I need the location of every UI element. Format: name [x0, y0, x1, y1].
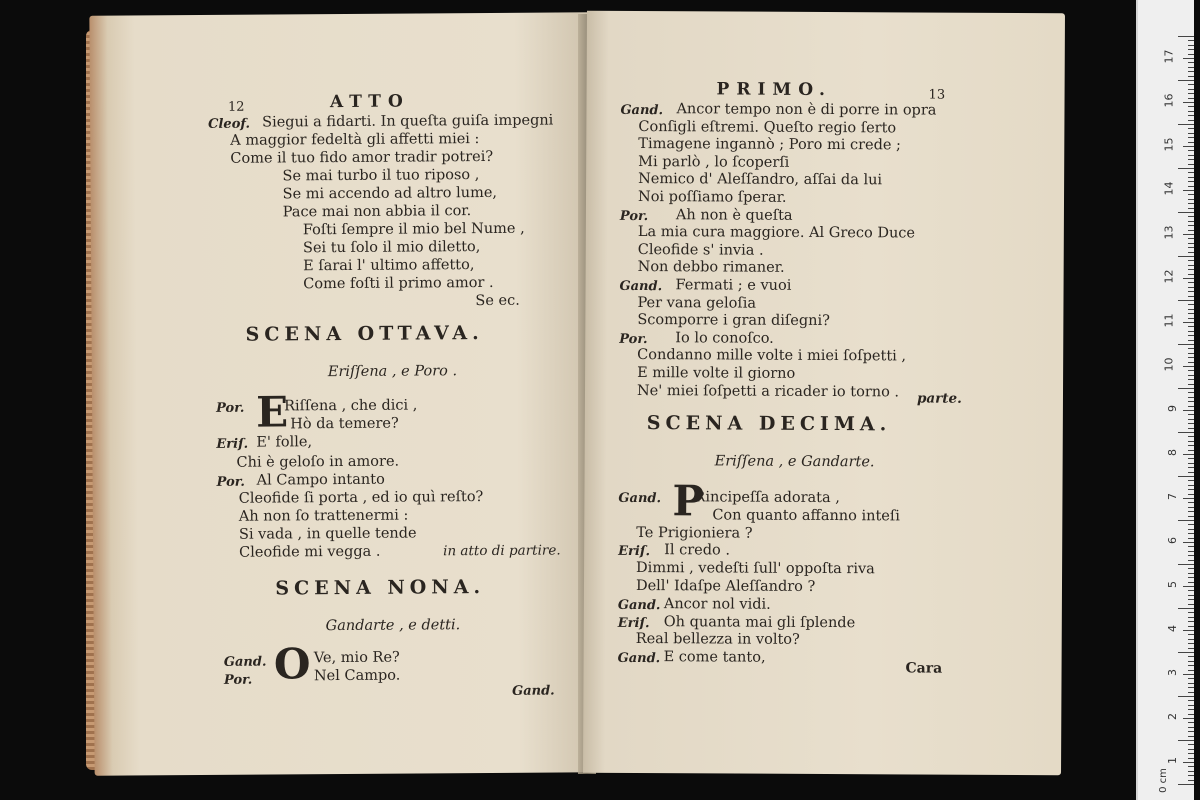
- speaker: Gand.: [620, 102, 664, 119]
- ruler-tick: [1188, 71, 1194, 72]
- ruler-tick: [1188, 84, 1194, 85]
- ruler-tick: [1188, 120, 1194, 121]
- ruler-number: 2: [1166, 713, 1179, 720]
- ruler-tick: [1188, 260, 1194, 261]
- ruler-tick: [1188, 67, 1194, 68]
- ruler-tick: [1188, 238, 1194, 239]
- ruler-tick: [1188, 181, 1194, 182]
- ruler-tick: [1188, 208, 1194, 209]
- verse-line: Dell' Idaſpe Aleſſandro ?: [635, 578, 816, 595]
- ruler-number: 3: [1166, 669, 1179, 676]
- verse-line: E come tanto,: [663, 649, 766, 666]
- verse-line: Hò da temere?: [290, 415, 399, 433]
- ruler-tick: [1188, 577, 1194, 578]
- ruler-tick: [1188, 274, 1194, 275]
- ruler-number: 14: [1162, 181, 1176, 196]
- ruler-tick: [1188, 265, 1194, 266]
- ruler-tick: [1188, 133, 1194, 134]
- ruler-tick: [1188, 771, 1194, 772]
- ruler-tick: [1188, 661, 1194, 662]
- speaker: Por.: [619, 331, 648, 347]
- verse-line: Al Campo intanto: [256, 471, 385, 489]
- ruler-tick: [1188, 744, 1194, 745]
- ruler-tick: [1188, 247, 1194, 248]
- ruler-tick: [1188, 612, 1194, 613]
- ruler-number: 7: [1166, 493, 1179, 500]
- ruler-tick: [1188, 340, 1194, 341]
- ruler-tick: [1188, 617, 1194, 618]
- ruler-tick: [1188, 780, 1194, 781]
- ruler-tick: [1188, 678, 1194, 679]
- ruler-tick: [1188, 551, 1194, 552]
- verse-line: Siegui a fidarti. In queſta guiſa impegni: [262, 112, 554, 131]
- ruler-tick: [1188, 665, 1194, 666]
- ruler-tick: [1188, 150, 1194, 151]
- ruler-tick: [1188, 186, 1194, 187]
- ruler-tick: [1188, 758, 1194, 759]
- ruler-unit: 0 cm: [1158, 768, 1170, 793]
- ruler-tick: [1183, 322, 1194, 323]
- aria-line: Sei tu ſolo il mio diletto,: [302, 239, 481, 257]
- verse-line: E mille volte il giorno: [637, 365, 796, 382]
- verse-line: Fermati ; e vuoi: [675, 277, 792, 294]
- aria-line: Se mi accendo ad altro lume,: [282, 184, 498, 203]
- ruler-tick: [1178, 124, 1194, 125]
- verse-line: A maggior fedeltà gli affetti miei :: [230, 131, 480, 149]
- ruler-tick: [1178, 652, 1194, 653]
- ruler-tick: [1188, 401, 1194, 402]
- ruler-tick: [1188, 731, 1194, 732]
- drop-cap: E: [255, 387, 289, 437]
- ruler-tick: [1188, 687, 1194, 688]
- ruler-tick: [1188, 502, 1194, 503]
- ruler-tick: [1188, 683, 1194, 684]
- ruler-tick: [1178, 36, 1194, 37]
- ruler-tick: [1188, 177, 1194, 178]
- ruler-tick: [1188, 749, 1194, 750]
- ruler-number: 4: [1166, 625, 1179, 632]
- ruler-tick: [1178, 80, 1194, 81]
- ruler-tick: [1188, 375, 1194, 376]
- verse-line: Ve, mio Re?: [313, 649, 400, 667]
- ruler-tick: [1188, 362, 1194, 363]
- ruler-tick: [1188, 511, 1194, 512]
- ruler-tick: [1188, 700, 1194, 701]
- ruler-tick: [1183, 630, 1194, 631]
- ruler-tick: [1178, 740, 1194, 741]
- ruler-tick: [1178, 300, 1194, 301]
- drop-cap: P: [672, 476, 705, 526]
- ruler-number: 5: [1166, 581, 1179, 588]
- verse-line: Nemico d' Aleſſandro, aſſai da lui: [638, 171, 883, 189]
- ruler-number: 17: [1162, 49, 1176, 64]
- ruler-tick: [1183, 234, 1194, 235]
- ruler-tick: [1188, 494, 1194, 495]
- speaker: Gand.: [617, 651, 661, 667]
- ruler-tick: [1188, 137, 1194, 138]
- ruler-tick: [1188, 353, 1194, 354]
- ruler-tick: [1188, 128, 1194, 129]
- ruler-tick: [1178, 432, 1194, 433]
- verse-line: Mi parlò , lo ſcoperſi: [638, 153, 790, 171]
- ruler-tick: [1188, 419, 1194, 420]
- verse-line: Per vana geloſia: [637, 294, 757, 312]
- ruler-tick: [1188, 604, 1194, 605]
- ruler-tick: [1188, 489, 1194, 490]
- verse-line: Scomporre i gran diſegni?: [637, 312, 830, 330]
- ruler-tick: [1188, 590, 1194, 591]
- page-number: 12: [227, 99, 245, 115]
- ruler-tick: [1183, 278, 1194, 279]
- ruler-tick: [1188, 516, 1194, 517]
- aria-line: E ſarai l' ultimo affetto,: [303, 257, 475, 275]
- ruler-tick: [1183, 762, 1194, 763]
- ruler-tick: [1188, 221, 1194, 222]
- ruler-tick: [1188, 172, 1194, 173]
- verse-line: Ancor tempo non è di porre in opra: [676, 101, 937, 119]
- ruler-tick: [1188, 155, 1194, 156]
- ruler-number: 12: [1162, 269, 1176, 284]
- speaker: Por.: [619, 208, 649, 224]
- speaker: Eriſ.: [617, 615, 650, 631]
- ruler-tick: [1188, 54, 1194, 55]
- speaker: Por.: [223, 672, 253, 688]
- verse-line: Ah non ſo trattenermi :: [238, 507, 409, 525]
- ruler-tick: [1188, 296, 1194, 297]
- ruler-tick: [1188, 709, 1194, 710]
- ruler-tick: [1188, 199, 1194, 200]
- verse-line: Rincipeſſa adorata ,: [694, 489, 840, 507]
- aria-line: Come foſti il primo amor .: [303, 274, 494, 293]
- verse-line: Conſigli eſtremi. Queſto regio ſerto: [638, 118, 897, 136]
- ruler-tick: [1188, 115, 1194, 116]
- ruler-tick: [1188, 159, 1194, 160]
- verse-line: Con quanto affanno inteſi: [712, 507, 900, 525]
- left-page: [89, 12, 594, 775]
- ruler-tick: [1188, 436, 1194, 437]
- verse-line: Real bellezza in volto?: [635, 631, 800, 649]
- speaker: Gand.: [223, 654, 267, 670]
- page-number: 13: [928, 87, 946, 103]
- ruler-number: 11: [1162, 313, 1176, 328]
- ruler-tick: [1188, 269, 1194, 270]
- ruler-tick: [1188, 533, 1194, 534]
- stage-direction: in atto di partire.: [443, 542, 561, 560]
- ruler-tick: [1188, 463, 1194, 464]
- ruler-tick: [1188, 304, 1194, 305]
- ruler-tick: [1188, 595, 1194, 596]
- scene-characters: Gandarte , e detti.: [325, 617, 461, 635]
- ruler-tick: [1188, 450, 1194, 451]
- ruler-tick: [1178, 784, 1194, 785]
- ruler-tick: [1188, 692, 1194, 693]
- speaker: Eriſ.: [618, 544, 651, 560]
- ruler-tick: [1188, 62, 1194, 63]
- ruler-number: 6: [1166, 537, 1179, 544]
- ruler-tick: [1183, 718, 1194, 719]
- ruler-tick: [1188, 93, 1194, 94]
- speaker: Cleof.: [208, 116, 251, 132]
- speaker: Por.: [216, 400, 245, 416]
- ruler-tick: [1188, 538, 1194, 539]
- ruler-tick: [1188, 318, 1194, 319]
- ruler-tick: [1183, 410, 1194, 411]
- ruler-tick: [1188, 76, 1194, 77]
- ruler-tick: [1183, 674, 1194, 675]
- ruler-tick: [1183, 190, 1194, 191]
- ruler-tick: [1188, 287, 1194, 288]
- ruler-tick: [1183, 586, 1194, 587]
- verse-line: Ah non è queſta: [675, 206, 793, 224]
- ruler-tick: [1188, 98, 1194, 99]
- ruler-tick: [1188, 89, 1194, 90]
- ruler-tick: [1188, 529, 1194, 530]
- exit-direction: parte.: [916, 390, 962, 407]
- verse-line: Si vada , in quelle tende: [238, 525, 417, 543]
- ruler-tick: [1188, 111, 1194, 112]
- ruler-tick: [1183, 366, 1194, 367]
- ruler-tick: [1188, 458, 1194, 459]
- ruler-tick: [1188, 335, 1194, 336]
- scene-title: SCENA NONA.: [275, 576, 486, 600]
- verse-line: Riſſena , che dici ,: [284, 397, 418, 415]
- verse-line: Io lo conoſco.: [675, 330, 774, 347]
- ruler-tick: [1188, 40, 1194, 41]
- ruler-number: 1: [1166, 757, 1179, 764]
- ruler-number: 9: [1166, 405, 1179, 412]
- verse-line: Cleofide mi vegga .: [239, 543, 381, 561]
- verse-line: Dimmi , vedeſti ſull' oppoſta riva: [636, 560, 875, 578]
- ruler-tick: [1188, 441, 1194, 442]
- verse-line: Chi è geloſo in amore.: [236, 453, 400, 471]
- ruler-tick: [1188, 524, 1194, 525]
- verse-line: Condanno mille volte i miei ſoſpetti ,: [637, 347, 907, 365]
- ruler-tick: [1188, 243, 1194, 244]
- ruler-tick: [1188, 428, 1194, 429]
- ruler-tick: [1188, 573, 1194, 574]
- scene-title: SCENA DECIMA.: [646, 412, 892, 436]
- ruler-tick: [1188, 164, 1194, 165]
- running-head: PRIMO.: [716, 79, 833, 101]
- ruler-tick: [1188, 485, 1194, 486]
- ruler-tick: [1188, 370, 1194, 371]
- ruler-tick: [1188, 507, 1194, 508]
- ruler-tick: [1188, 282, 1194, 283]
- ruler-tick: [1178, 388, 1194, 389]
- ruler-tick: [1178, 344, 1194, 345]
- ruler-tick: [1178, 256, 1194, 257]
- aria-line: Se mai turbo il tuo riposo ,: [282, 167, 480, 185]
- ruler-tick: [1188, 648, 1194, 649]
- ruler-tick: [1188, 480, 1194, 481]
- catchword: Gand.: [512, 683, 555, 699]
- verse-line: E' folle,: [256, 434, 313, 451]
- ruler-tick: [1188, 599, 1194, 600]
- ruler-tick: [1183, 454, 1194, 455]
- ruler-number: 10: [1162, 357, 1176, 372]
- ruler-tick: [1188, 423, 1194, 424]
- ruler-tick: [1188, 216, 1194, 217]
- ruler-tick: [1188, 472, 1194, 473]
- ruler-tick: [1178, 608, 1194, 609]
- ruler-tick: [1178, 520, 1194, 521]
- ruler-tick: [1188, 252, 1194, 253]
- ruler-tick: [1183, 146, 1194, 147]
- verse-line: Noi poſſiamo ſperar.: [637, 189, 787, 206]
- ruler-tick: [1188, 656, 1194, 657]
- ruler-tick: [1188, 45, 1194, 46]
- ruler-tick: [1188, 555, 1194, 556]
- ruler-tick: [1183, 58, 1194, 59]
- ruler-tick: [1188, 203, 1194, 204]
- ruler-tick: [1183, 498, 1194, 499]
- ruler-number: 16: [1162, 93, 1176, 108]
- verse-line: Timagene ingannò ; Poro mi crede ;: [638, 136, 902, 154]
- verse-line: Cleofide ſi porta , ed io quì reſto?: [238, 489, 484, 507]
- scene-characters: Eriſſena , e Poro .: [327, 363, 458, 381]
- ruler-tick: [1188, 634, 1194, 635]
- ruler-tick: [1188, 670, 1194, 671]
- aria-line: Foſti ſempre il mio bel Nume ,: [302, 220, 525, 239]
- verse-line: Oh quanta mai gli ſplende: [663, 613, 856, 631]
- ruler-tick: [1188, 753, 1194, 754]
- ruler-tick: [1188, 546, 1194, 547]
- ruler-tick: [1188, 106, 1194, 107]
- ruler-number: 15: [1162, 137, 1176, 152]
- ruler-tick: [1188, 357, 1194, 358]
- ruler-tick: [1188, 626, 1194, 627]
- ruler-tick: [1188, 705, 1194, 706]
- ruler-tick: [1188, 326, 1194, 327]
- ruler-tick: [1188, 225, 1194, 226]
- speaker: Por.: [216, 474, 245, 490]
- speaker: Gand.: [618, 490, 662, 507]
- right-page: [583, 11, 1065, 775]
- catchword: Cara: [905, 660, 943, 677]
- se-ec: Se ec.: [475, 292, 520, 310]
- ruler-tick: [1188, 714, 1194, 715]
- scene-title: SCENA OTTAVA.: [245, 322, 484, 346]
- verse-line: Te Prigioniera ?: [636, 524, 753, 542]
- ruler-tick: [1188, 392, 1194, 393]
- ruler-tick: [1188, 49, 1194, 50]
- ruler-tick: [1188, 727, 1194, 728]
- speaker: Gand.: [617, 597, 661, 613]
- ruler-tick: [1188, 406, 1194, 407]
- ruler-tick: [1188, 397, 1194, 398]
- ruler-tick: [1188, 560, 1194, 561]
- aria-line: Pace mai non abbia il cor.: [282, 203, 472, 221]
- ruler-tick: [1188, 379, 1194, 380]
- ruler-tick: [1188, 309, 1194, 310]
- ruler-tick: [1178, 476, 1194, 477]
- verse-line: Come il tuo fido amor tradir potrei?: [230, 148, 494, 167]
- ruler-tick: [1188, 313, 1194, 314]
- ruler-tick: [1188, 348, 1194, 349]
- verse-line: Ne' miei ſoſpetti a ricader io torno .: [636, 382, 900, 400]
- ruler-tick: [1188, 568, 1194, 569]
- ruler-tick: [1188, 643, 1194, 644]
- ruler-tick: [1188, 621, 1194, 622]
- ruler-tick: [1188, 722, 1194, 723]
- ruler-tick: [1183, 102, 1194, 103]
- ruler-tick: [1188, 291, 1194, 292]
- running-head: ATTO: [329, 91, 410, 113]
- measuring-ruler: [1136, 0, 1194, 800]
- verse-line: Ancor nol vidi.: [663, 595, 771, 613]
- verse-line: Nel Campo.: [313, 667, 401, 685]
- ruler-tick: [1188, 582, 1194, 583]
- ruler-tick: [1178, 564, 1194, 565]
- drop-cap: O: [273, 639, 311, 689]
- ruler-number: 8: [1166, 449, 1179, 456]
- speaker: Gand.: [619, 278, 663, 295]
- ruler-tick: [1188, 230, 1194, 231]
- verse-line: Non debbo rimaner.: [637, 259, 785, 277]
- verse-line: La mia cura maggiore. Al Greco Duce: [637, 224, 916, 242]
- verse-line: Cleofide s' invia .: [637, 241, 764, 259]
- ruler-tick: [1188, 736, 1194, 737]
- ruler-tick: [1188, 766, 1194, 767]
- ruler-tick: [1183, 542, 1194, 543]
- ruler-tick: [1188, 639, 1194, 640]
- speaker: Eriſ.: [216, 436, 249, 452]
- ruler-tick: [1178, 168, 1194, 169]
- ruler-tick: [1188, 414, 1194, 415]
- ruler-tick: [1188, 775, 1194, 776]
- ruler-tick: [1188, 445, 1194, 446]
- ruler-tick: [1188, 467, 1194, 468]
- ruler-tick: [1188, 384, 1194, 385]
- ruler-tick: [1188, 142, 1194, 143]
- ruler-tick: [1188, 331, 1194, 332]
- ruler-number: 13: [1162, 225, 1176, 240]
- ruler-tick: [1178, 696, 1194, 697]
- scene-characters: Eriſſena , e Gandarte.: [714, 453, 875, 471]
- verse-line: Il credo .: [664, 542, 731, 559]
- ruler-tick: [1178, 212, 1194, 213]
- ruler-tick: [1188, 194, 1194, 195]
